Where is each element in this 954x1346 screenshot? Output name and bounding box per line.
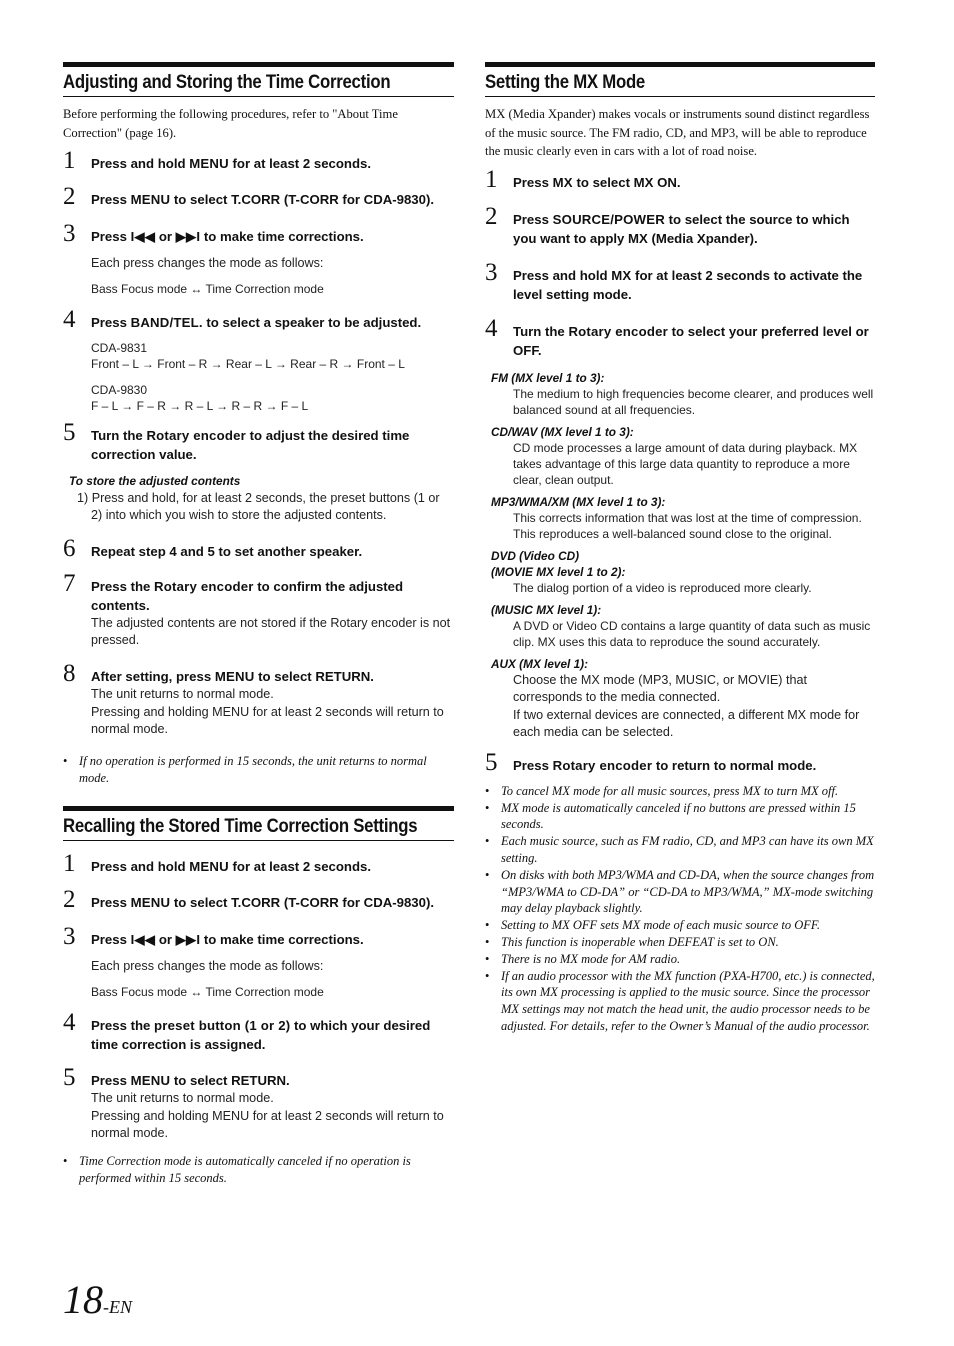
step-number: 5 [63,1063,76,1091]
step-4 [63,305,454,414]
model-label: CDA-9831 [91,340,148,355]
section-header-mx [485,62,875,97]
step-3 [63,923,454,1000]
mx-key: MX [552,174,573,190]
menu-key: MENU [130,1072,171,1088]
speaker-sequence: Front – L → Front – R → Rear – L → Rear – R → Front – L [91,356,405,371]
step-8 [63,659,454,739]
mx-source-description: If two external devices are connected, a different MX mode for each media can be selected. [513,707,860,740]
step-number: 3 [485,258,498,286]
step-7 [63,569,454,650]
step-number: 4 [63,305,76,333]
mx-source-heading: CD/WAV (MX level 1 to 3): [491,424,634,439]
section-header-recall [63,806,454,841]
step-number: 2 [485,202,498,230]
section-header-time-correction [63,62,454,97]
note: • There is no MX mode for AM radio. [485,951,875,968]
mx-source-description: The dialog portion of a video is reproduced more clearly. [513,580,812,595]
step-title: Press MENU to select T.CORR (T-CORR for CDA-9830). [91,895,435,911]
note: • This function is inoperable when DEFEAT is set to ON. [485,934,875,951]
step-body: Each press changes the mode as follows: [91,256,324,270]
band-tel-key: BAND/TEL. [130,314,203,330]
section-title: Adjusting and Storing the Time Correction [63,71,391,93]
step-number: 1 [63,147,76,174]
next-track-icon: ▶▶I [175,229,201,244]
menu-key: MENU [130,895,171,911]
step-title: Press and hold MX for at least 2 seconds to activate the level setting mode. [513,267,863,302]
note: • Time Correction mode is automatically canceled if no operation is performed within 15 seconds. [63,1153,454,1187]
step-number: 5 [63,418,76,446]
step-title: After setting, press MENU to select RETURN. [91,668,374,684]
right-column [485,62,875,1035]
step-title: Press SOURCE/POWER to select the source to which you want to apply MX (Media Xpander). [513,211,850,246]
mx-aux [491,656,875,742]
speaker-sequence: F – L → F – R → R – L → R – R → F – L [91,398,309,413]
mx-dvd [491,548,875,596]
note: • On disks with both MP3/WMA and CD-DA, when the source changes from “MP3/WMA to CD-DA” or “CD-DA to MP3/WMA,” MX-mode switching may delay playback slightly. [485,867,875,917]
step-body: Pressing and holding MENU for at least 2 seconds will return to normal mode. [91,1108,444,1141]
step-body: Pressing and holding MENU for at least 2 seconds will return to normal mode. [91,704,444,737]
menu-key: MENU [214,668,255,684]
model-label: CDA-9830 [91,382,148,397]
step-number: 1 [63,850,76,878]
step-title: Press and hold MENU for at least 2 seconds. [91,859,372,875]
step-body: The unit returns to normal mode. [91,686,274,701]
step-title: Press MX to select MX ON. [513,174,681,190]
step-title: Press the preset button (1 or 2) to which your desired time correction is assigned. [91,1017,431,1052]
step-title: Press BAND/TEL. to select a speaker to be adjusted. [91,314,422,330]
step-1 [63,147,454,174]
step-2 [485,202,875,248]
step-title: Turn the Rotary encoder to adjust the desired time correction value. [91,427,410,462]
store-instruction: 1) Press and hold, for at least 2 seconds, the preset buttons (1 or 2) into which you wish to store the adjusted contents. [77,490,440,523]
step-body: Each press changes the mode as follows: [91,959,324,974]
step-2 [63,183,454,210]
note: • Setting to MX OFF sets MX mode of each music source to OFF. [485,917,875,934]
step-number: 2 [63,886,76,914]
step-number: 6 [63,534,76,562]
step-number: 5 [485,748,498,776]
step-5 [63,418,454,464]
step-5 [63,1063,454,1143]
step-4 [485,314,875,360]
step-1 [63,850,454,878]
previous-track-icon: I◀◀ [130,229,156,244]
step-3 [485,258,875,304]
mx-source-description: Choose the MX mode (MP3, MUSIC, or MOVIE) that corresponds to the media connected. [513,672,807,705]
step-4 [63,1008,454,1054]
mx-source-description: This corrects information that was lost at the time of compression. This reproduces a well-balanced sound close to the original. [513,510,862,541]
next-track-icon: ▶▶I [175,932,201,948]
source-power-key: SOURCE/POWER [552,211,665,227]
step-body: The adjusted contents are not stored if the Rotary encoder is not pressed. [91,615,451,648]
note: • MX mode is automatically canceled if no buttons are pressed within 15 seconds. [485,800,875,834]
page-number [63,1277,132,1327]
rotary-encoder-key: Rotary encoder [552,757,653,773]
step-5 [485,748,875,776]
rotary-encoder-key: Rotary encoder [568,323,668,339]
mx-source-description: CD mode processes a large amount of data during playback. MX takes advantage of this large data quantity to reproduce a more clear, clean output. [513,440,858,487]
rotary-encoder-key: Rotary encoder [146,427,246,443]
note: • If no operation is performed in 15 seconds, the unit returns to normal mode. [63,753,454,787]
step-number: 1 [485,165,498,193]
mx-source-description: A DVD or Video CD contains a large quantity of data such as music clip. MX uses this data to reproduce the sound accurately. [513,618,871,649]
mx-music [491,602,875,650]
step-title: Press MENU to select T.CORR (T-CORR for CDA-9830). [91,192,435,207]
step-number: 4 [63,1008,76,1036]
mx-key: MX [611,267,632,283]
step-number: 7 [63,569,76,597]
note: • If an audio processor with the MX function (PXA-H700, etc.) is connected, its own MX processing is applied to the music source. Since the processor MX settings may not match the head unit, the audio processor needs to be adjusted. For details, refer to the Owner’s Manual of the audio processor. [485,968,875,1035]
mx-source-heading: DVD (Video CD) [491,548,580,563]
note: • To cancel MX mode for all music sources, press MX to turn MX off. [485,783,875,800]
mx-mp3 [491,494,875,542]
previous-track-icon: I◀◀ [130,932,156,948]
step-number: 3 [63,220,76,247]
step-title: Press I◀◀ or ▶▶I to make time corrections. [91,229,364,244]
rotary-encoder-key: Rotary encoder [154,578,254,594]
step-title: Press MENU to select RETURN. [91,1072,290,1088]
mx-source-heading: MP3/WMA/XM (MX level 1 to 3): [491,494,666,509]
mx-fm [491,370,875,418]
notes-list [485,783,875,1035]
step-number: 3 [63,923,76,951]
step-title: Press the Rotary encoder to confirm the adjusted contents. [91,578,404,613]
step-3 [63,220,454,297]
step-title: Turn the Rotary encoder to select your preferred level or OFF. [513,323,869,358]
store-subheading: To store the adjusted contents [69,473,241,488]
note: • Each music source, such as FM radio, CD, and MP3 can have its own MX setting. [485,833,875,867]
step-2 [63,886,454,914]
step-title: Repeat step 4 and 5 to set another speaker. [91,543,363,559]
mx-source-description: The medium to high frequencies become clearer, and produces well balanced sound at all frequencies. [513,386,874,417]
mx-source-heading: AUX (MX level 1): [491,656,589,671]
left-column [63,62,454,1186]
step-number: 4 [485,314,498,342]
page-number-suffix: -EN [103,1297,132,1317]
step-body: The unit returns to normal mode. [91,1090,274,1105]
step-title: Press Rotary encoder to return to normal mode. [513,757,817,773]
preset-button-key: preset button (1 or 2) [154,1017,291,1033]
mode-sequence: Bass Focus mode ↔ Time Correction mode [91,984,324,999]
mode-sequence: Bass Focus mode ↔ Time Correction mode [91,281,324,296]
intro-text: MX (Media Xpander) makes vocals or instruments sound distinct regardless of the music source. The FM radio, CD, and MP3, will be able to reproduce the music clearly even in cars with a lot of road noise. [485,107,870,158]
step-title: Press and hold MENU for at least 2 seconds. [91,156,372,171]
mx-cd [491,424,875,488]
mx-source-heading: (MUSIC MX level 1): [491,602,602,617]
step-number: 8 [63,659,76,687]
step-6 [63,534,454,562]
menu-key: MENU [189,859,229,875]
step-title: Press I◀◀ or ▶▶I to make time corrections. [91,932,364,948]
menu-key: MENU [189,156,229,171]
menu-key: MENU [130,192,171,207]
mx-source-heading: FM (MX level 1 to 3): [491,370,605,385]
section-title: Setting the MX Mode [485,71,646,93]
section-title: Recalling the Stored Time Correction Settings [63,815,418,838]
intro-text: Before performing the following procedures, refer to "About Time Correction" (page 16). [63,107,398,140]
mx-source-heading: (MOVIE MX level 1 to 2): [491,564,626,579]
step-1 [485,165,875,193]
step-number: 2 [63,183,76,210]
page-number-value: 18 [63,1277,103,1322]
